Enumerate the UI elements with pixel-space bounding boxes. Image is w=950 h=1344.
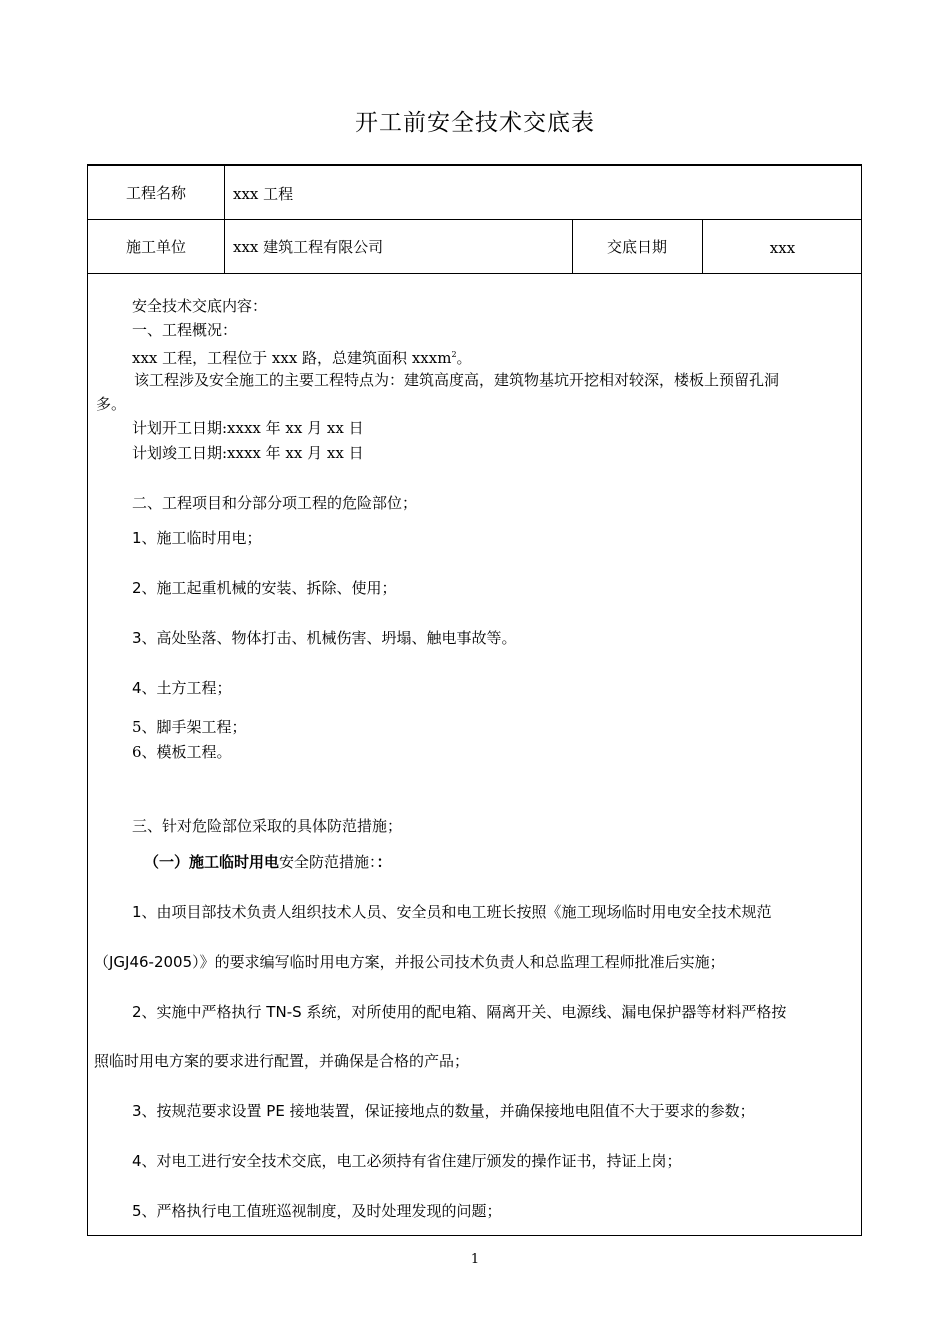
measure-line: 1、由项目部技术负责人组织技术人员、安全员和电工班长按照《施工现场临时用电安全技术规范	[132, 903, 772, 921]
features-line-2: 多。	[96, 395, 127, 413]
briefing-date-value: xxx	[769, 239, 796, 257]
project-name-value: xxx 工程	[233, 185, 294, 203]
document-title: 开工前安全技术交底表	[355, 110, 595, 136]
measure-line: 3、按规范要求设置 PE 接地装置，保证接地点的数量，并确保接地电阻值不大于要求的参数；	[132, 1102, 755, 1120]
section-1-title: 一、工程概况：	[132, 321, 238, 339]
content-heading: 安全技术交底内容：	[132, 297, 268, 315]
planned-end-date: 计划竣工日期:xxxx 年 xx 月 xx 日	[132, 444, 364, 462]
subsection-1-title: （一）施工临时用电安全防范措施：：	[144, 853, 392, 871]
features-line-1: 该工程涉及安全施工的主要工程特点为：建筑高度高，建筑物基坑开挖相对较深，楼板上预留孔洞	[134, 371, 780, 389]
measure-line: 2、实施中严格执行 TN-S 系统，对所使用的配电箱、隔离开关、电源线、漏电保护器等材料严格按	[132, 1003, 787, 1021]
row-divider	[88, 273, 861, 274]
hazard-item: 4、土方工程；	[132, 679, 232, 697]
measure-line: 照临时用电方案的要求进行配置，并确保是合格的产品；	[94, 1052, 470, 1070]
column-divider	[224, 166, 225, 273]
section-2-title: 二、工程项目和分部分项工程的危险部位；	[132, 494, 418, 512]
planned-start-date: 计划开工日期:xxxx 年 xx 月 xx 日	[132, 419, 364, 437]
contractor-value: xxx 建筑工程有限公司	[233, 238, 384, 256]
row-divider	[88, 219, 861, 220]
page-number: 1	[470, 1252, 480, 1267]
hazard-item: 2、施工起重机械的安装、拆除、使用；	[132, 579, 397, 597]
hazard-item: 1、施工临时用电；	[132, 529, 262, 547]
section-3-title: 三、针对危险部位采取的具体防范措施；	[132, 817, 403, 835]
briefing-date-label: 交底日期	[606, 238, 667, 256]
safety-briefing-table	[87, 164, 862, 1236]
hazard-item: 6、模板工程。	[132, 743, 232, 761]
measure-line: （JGJ46-2005）》的要求编写临时用电方案，并报公司技术负责人和总监理工程师批准后实施；	[94, 953, 725, 971]
hazard-item: 5、脚手架工程；	[132, 718, 247, 736]
contractor-label: 施工单位	[125, 238, 186, 256]
overview-line: xxx 工程，工程位于 xxx 路，总建筑面积 xxxm$^2$。	[132, 349, 472, 367]
measure-line: 5、严格执行电工值班巡视制度，及时处理发现的问题；	[132, 1202, 502, 1220]
hazard-item: 3、高处坠落、物体打击、机械伤害、坍塌、触电事故等。	[132, 629, 517, 647]
measure-line: 4、对电工进行安全技术交底，电工必须持有省住建厅颁发的操作证书，持证上岗；	[132, 1152, 682, 1170]
project-name-label: 工程名称	[125, 184, 186, 202]
